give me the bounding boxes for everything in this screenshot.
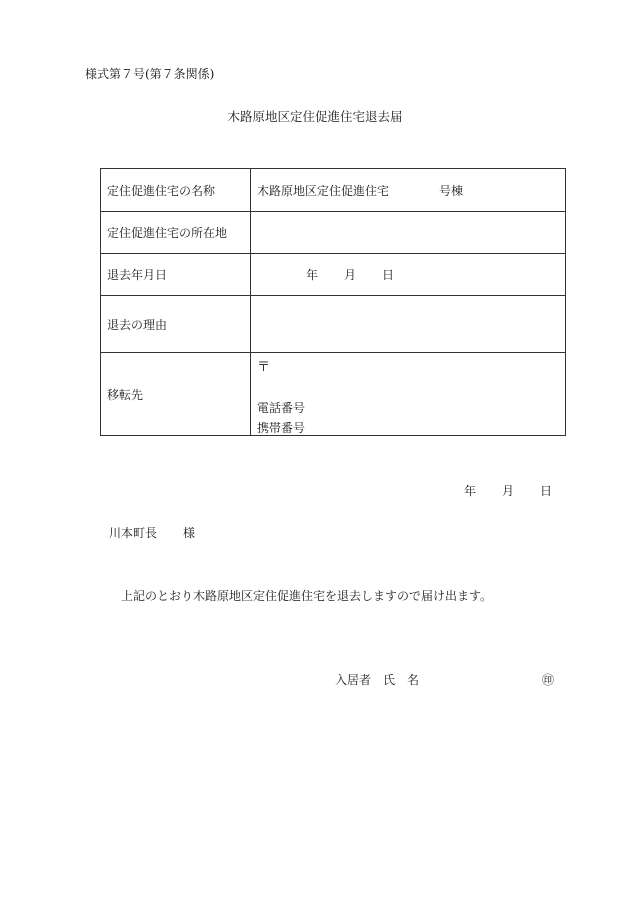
moveout-date-label: 退去年月日: [101, 254, 251, 296]
housing-address-label: 定住促進住宅の所在地: [101, 212, 251, 254]
submit-day-label: 日: [540, 484, 553, 498]
table-row: [101, 353, 566, 436]
submit-month-label: 月: [502, 484, 515, 498]
submit-date[interactable]: [464, 482, 552, 499]
form-number: 様式第７号(第７条関係): [85, 67, 215, 81]
new-address-label: 移転先: [101, 353, 251, 436]
moveout-date-field[interactable]: [251, 254, 566, 296]
table-row: [101, 296, 566, 353]
statement-text: 上記のとおり木路原地区定住促進住宅を退去しますので届け出ます。: [121, 589, 493, 603]
housing-address-field[interactable]: [251, 212, 566, 254]
building-number-suffix: 号棟: [439, 183, 464, 198]
applicant-name-label: 氏 名: [383, 673, 420, 687]
addressee-honorific: 様: [183, 526, 196, 540]
moveout-reason-field[interactable]: [251, 296, 566, 353]
table-row: [101, 212, 566, 254]
submit-year-label: 年: [464, 484, 477, 498]
applicant-role: 入居者: [335, 673, 372, 687]
new-address-field[interactable]: [251, 353, 566, 436]
housing-name-field[interactable]: [251, 169, 566, 212]
housing-name-value: 木路原地区定住促進住宅: [257, 183, 390, 198]
table-row: [101, 254, 566, 296]
addressee-name: 川本町長: [109, 526, 158, 540]
moveout-day-label: 日: [382, 268, 395, 282]
moveout-month-label: 月: [344, 268, 357, 282]
mobile-number-label: 携帯番号: [257, 421, 306, 435]
moveout-year-label: 年: [306, 268, 319, 282]
seal-icon: ㊞: [542, 673, 555, 687]
postal-mark: 〒: [257, 360, 271, 375]
form-table: [100, 168, 566, 436]
addressee: [109, 524, 195, 541]
phone-number-label: 電話番号: [257, 401, 306, 415]
table-row: [101, 169, 566, 212]
document-title: 木路原地区定住促進住宅退去届: [227, 109, 403, 124]
applicant-signature[interactable]: [335, 671, 555, 688]
housing-name-label: 定住促進住宅の名称: [101, 169, 251, 212]
moveout-reason-label: 退去の理由: [101, 296, 251, 353]
